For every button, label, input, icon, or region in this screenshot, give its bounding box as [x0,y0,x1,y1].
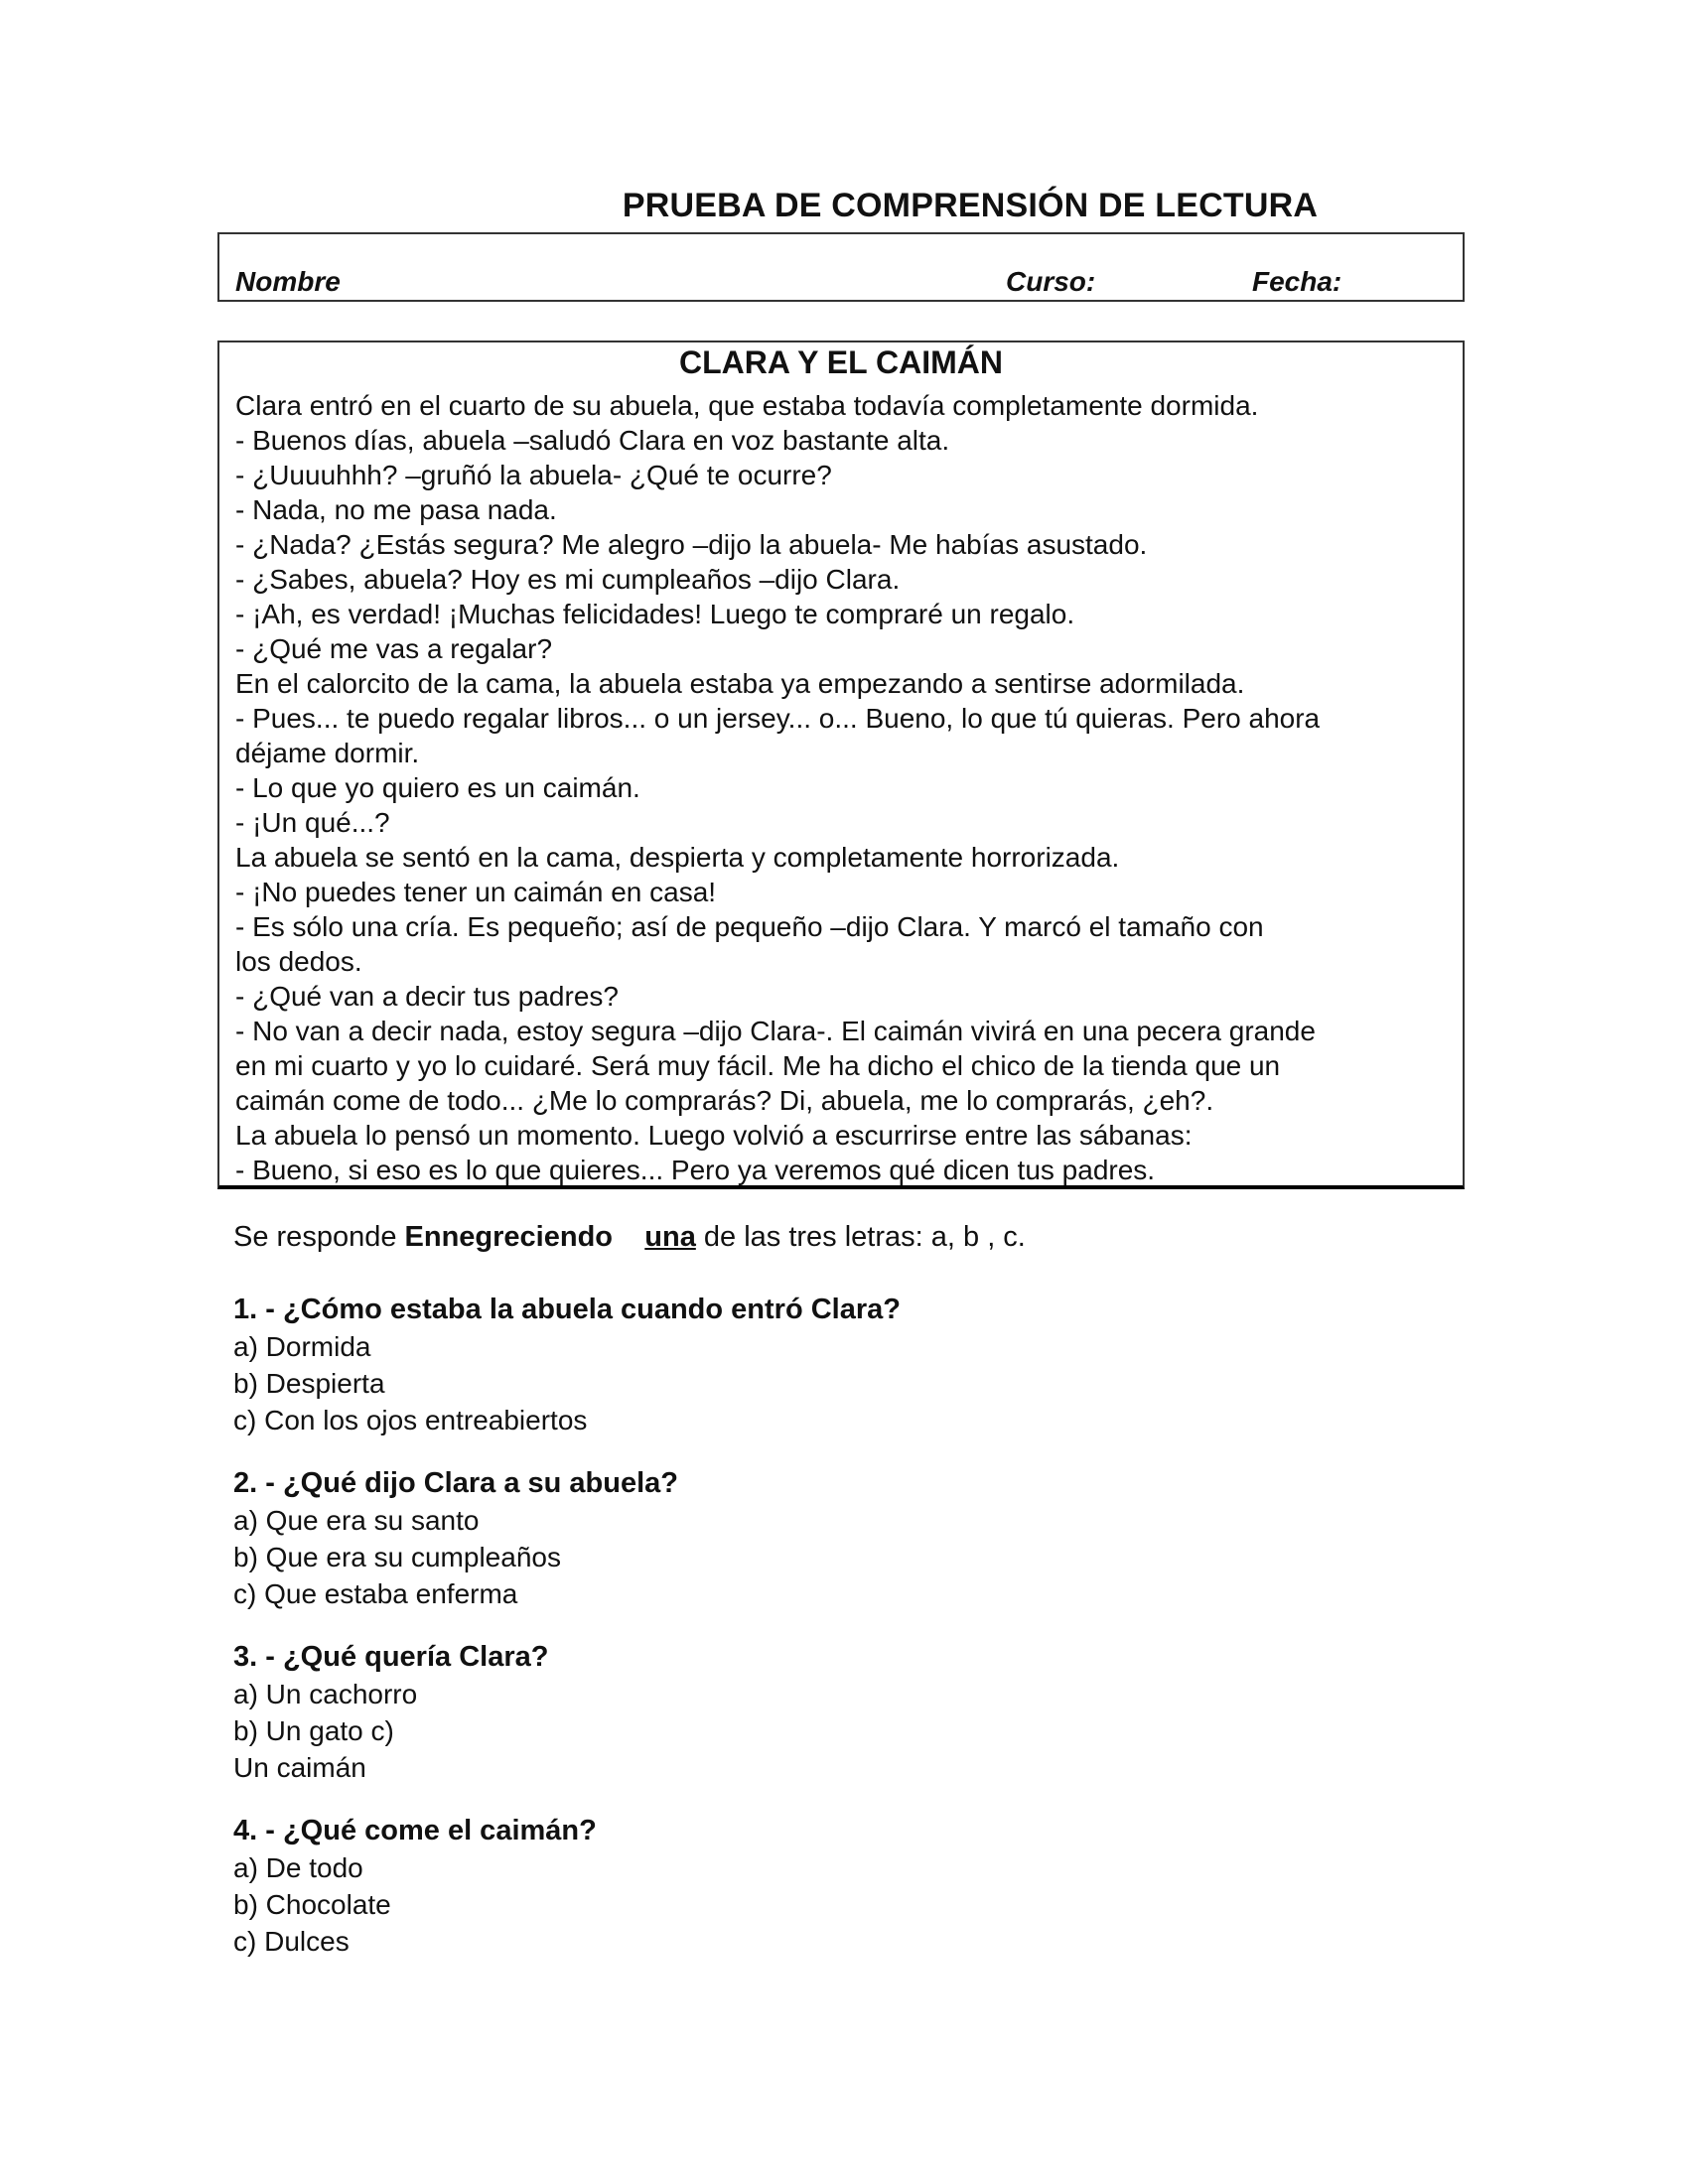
answer-option[interactable]: b) Que era su cumpleaños [233,1542,561,1572]
answer-option[interactable]: Un caimán [233,1752,366,1783]
story-line: - Pues... te puedo regalar libros... o un jersey... o... Bueno, lo que tú quieras. Pero ahora [235,703,1321,734]
story-line: - No van a decir nada, estoy segura –dijo Clara-. El caimán vivirá en una pecera grande [235,1016,1316,1046]
question-4 [233,1812,1425,1960]
answer-option[interactable]: b) Despierta [233,1368,385,1399]
questions-list [233,1291,1425,1985]
question-1 [233,1291,1425,1438]
answer-option[interactable]: b) Chocolate [233,1889,391,1920]
student-info-box [217,232,1465,302]
question-3 [233,1638,1425,1786]
story-line: - Es sólo una cría. Es pequeño; así de pequeño –dijo Clara. Y marcó el tamaño con [235,911,1264,942]
story-line: - ¿Uuuuhhh? –gruñó la abuela- ¿Qué te ocurre? [235,460,832,490]
story-line: los dedos. [235,946,362,977]
question-text: 4. - ¿Qué come el caimán? [233,1815,597,1846]
instructions-suffix: de las tres letras: a, b , c. [703,1221,1026,1253]
story-line: - ¿Qué van a decir tus padres? [235,981,619,1012]
story-title: CLARA Y EL CAIMÁN [679,344,1003,380]
answer-option[interactable]: a) Un cachorro [233,1679,418,1709]
story-line: - ¡No puedes tener un caimán en casa! [235,877,717,907]
story-line: - ¿Sabes, abuela? Hoy es mi cumpleaños –dijo Clara. [235,564,901,595]
story-line: caimán come de todo... ¿Me lo comprarás? Di, abuela, me lo comprarás, ¿eh?. [235,1085,1214,1116]
instructions-bold: Ennegreciendo [404,1221,614,1253]
story-line: déjame dormir. [235,738,420,768]
story-line: - ¿Qué me vas a regalar? [235,633,553,664]
date-label: Fecha: [1252,266,1342,297]
story-line: - ¡Ah, es verdad! ¡Muchas felicidades! Luego te compraré un regalo. [235,599,1075,629]
instructions-prefix: Se responde [233,1221,405,1253]
instructions [233,1221,1026,1254]
answer-option[interactable]: b) Un gato c) [233,1715,394,1746]
story-line: - Lo que yo quiero es un caimán. [235,772,640,803]
story-text [235,388,1447,1187]
answer-option[interactable]: a) De todo [233,1852,363,1883]
story-line: en mi cuarto y yo lo cuidaré. Será muy fácil. Me ha dicho el chico de la tienda que un [235,1050,1281,1081]
story-line: - Nada, no me pasa nada. [235,494,557,525]
story-box [217,341,1465,1189]
answer-option[interactable]: a) Que era su santo [233,1505,480,1536]
story-line: - ¿Nada? ¿Estás segura? Me alegro –dijo la abuela- Me habías asustado. [235,529,1148,560]
name-label: Nombre [235,266,341,297]
course-label: Curso: [1006,266,1096,297]
answer-option[interactable]: c) Que estaba enferma [233,1578,518,1609]
question-2 [233,1464,1425,1612]
question-text: 3. - ¿Qué quería Clara? [233,1641,549,1673]
page-title: PRUEBA DE COMPRENSIÓN DE LECTURA [622,187,1319,224]
answer-option[interactable]: c) Con los ojos entreabiertos [233,1405,588,1435]
story-line: - Buenos días, abuela –saludó Clara en voz bastante alta. [235,425,950,456]
story-line: Clara entró en el cuarto de su abuela, que estaba todavía completamente dormida. [235,390,1259,421]
story-line: - Bueno, si eso es lo que quieres... Pero ya veremos qué dicen tus padres. [235,1155,1156,1185]
story-line: En el calorcito de la cama, la abuela estaba ya empezando a sentirse adormilada. [235,668,1245,699]
story-line: La abuela se sentó en la cama, despierta y completamente horrorizada. [235,842,1120,873]
story-line: - ¡Un qué...? [235,807,390,838]
answer-option[interactable]: c) Dulces [233,1926,350,1957]
question-text: 2. - ¿Qué dijo Clara a su abuela? [233,1467,678,1499]
answer-option[interactable]: a) Dormida [233,1331,371,1362]
question-text: 1. - ¿Cómo estaba la abuela cuando entró Clara? [233,1294,901,1325]
instructions-underlined: una [644,1221,696,1253]
story-line: La abuela lo pensó un momento. Luego volvió a escurrirse entre las sábanas: [235,1120,1193,1151]
